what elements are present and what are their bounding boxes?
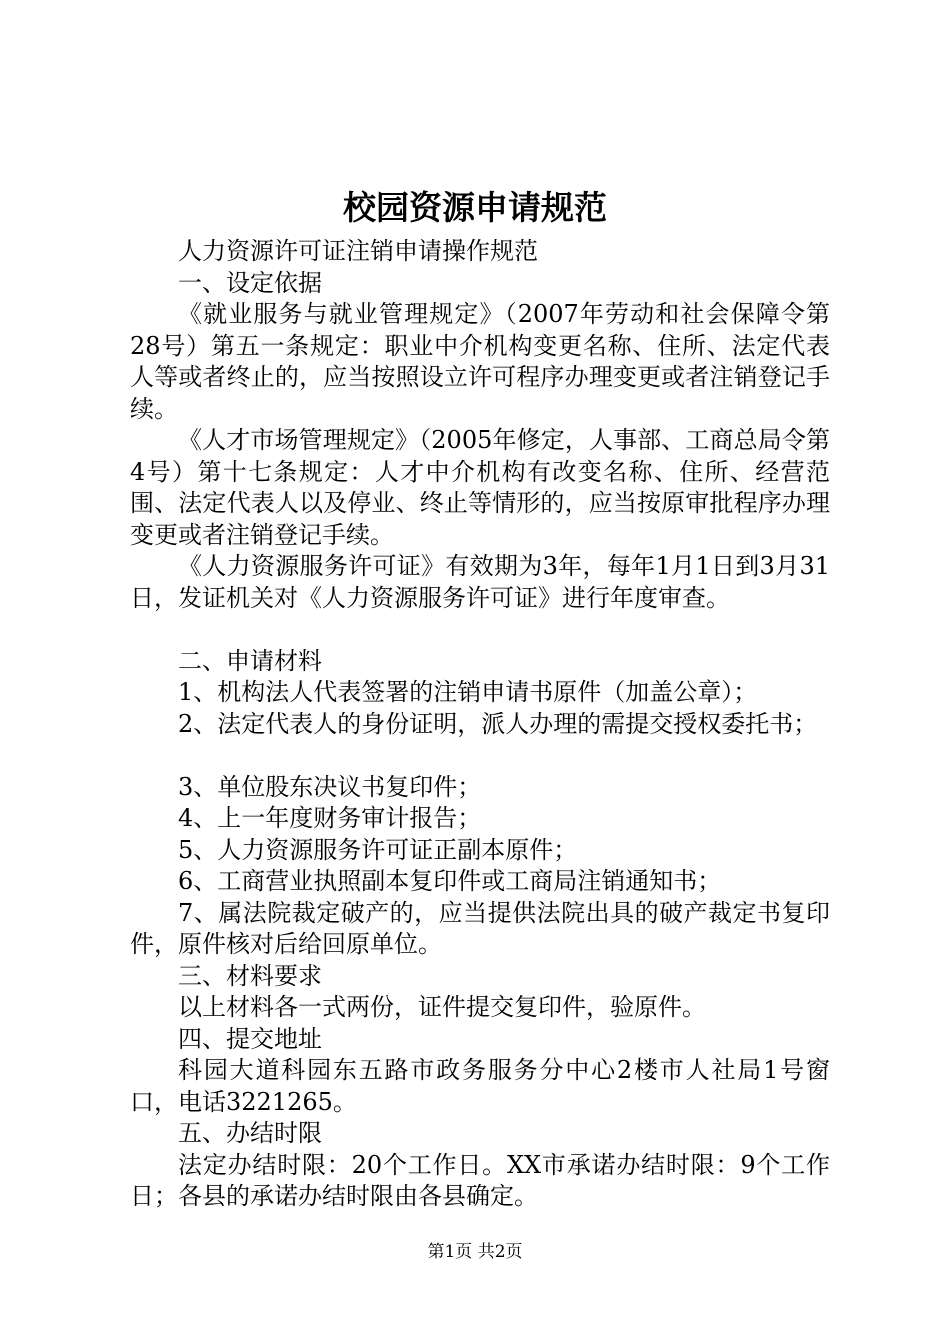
paragraph: 《就业服务与就业管理规定》（2007年劳动和社会保障令第28号）第五一条规定：职业中介机构变更名称、住所、法定代表人等或者终止的，应当按照设立许可程序办理变更或者注销登记手续。 — [130, 300, 830, 423]
section-heading: 五、办结时限 — [178, 1119, 322, 1147]
list-item: 1、机构法人代表签署的注销申请书原件（加盖公章）； — [178, 678, 758, 706]
section-heading: 四、提交地址 — [178, 1024, 322, 1053]
list-item: 4、上一年度财务审计报告； — [178, 804, 482, 832]
list-item: 3、单位股东决议书复印件； — [178, 772, 482, 801]
page-number-footer: 第1页 共2页 — [427, 1242, 523, 1262]
paragraph: 《人力资源服务许可证》有效期为3年，每年1月1日到3月31日，发证机关对《人力资源服务许可证》进行年度审查。 — [130, 552, 830, 612]
paragraph-subtitle: 人力资源许可证注销申请操作规范 — [178, 237, 538, 265]
list-item: 5、人力资源服务许可证正副本原件； — [178, 835, 578, 864]
paragraph: 法定办结时限：20个工作日。XX市承诺办结时限：9个工作日；各县的承诺办结时限由各县确定。 — [130, 1150, 830, 1210]
list-item: 2、法定代表人的身份证明，派人办理的需提交授权委托书； — [178, 709, 818, 738]
paragraph: 以上材料各一式两份，证件提交复印件，验原件。 — [178, 993, 706, 1021]
paragraph: 科园大道科园东五路市政务服务分中心2楼市人社局1号窗口，电话3221265。 — [130, 1056, 830, 1116]
blank-line — [130, 614, 830, 646]
section-heading: 三、材料要求 — [178, 961, 322, 990]
section-heading: 二、申请材料 — [178, 646, 322, 675]
section-heading: 一、设定依据 — [178, 268, 322, 297]
blank-line — [130, 740, 830, 772]
document-title: 校园资源申请规范 — [343, 188, 607, 227]
list-item: 6、工商营业执照副本复印件或工商局注销通知书； — [178, 867, 722, 895]
list-item: 7、属法院裁定破产的，应当提供法院出具的破产裁定书复印件，原件核对后给回原单位。 — [130, 898, 830, 958]
document-body — [130, 236, 830, 1213]
paragraph: 《人才市场管理规定》（2005年修定，人事部、工商总局令第4号）第十七条规定：人才中介机构有改变名称、住所、经营范围、法定代表人以及停业、终止等情形的，应当按原审批程序办理变更或者注销登记手续。 — [130, 426, 830, 549]
